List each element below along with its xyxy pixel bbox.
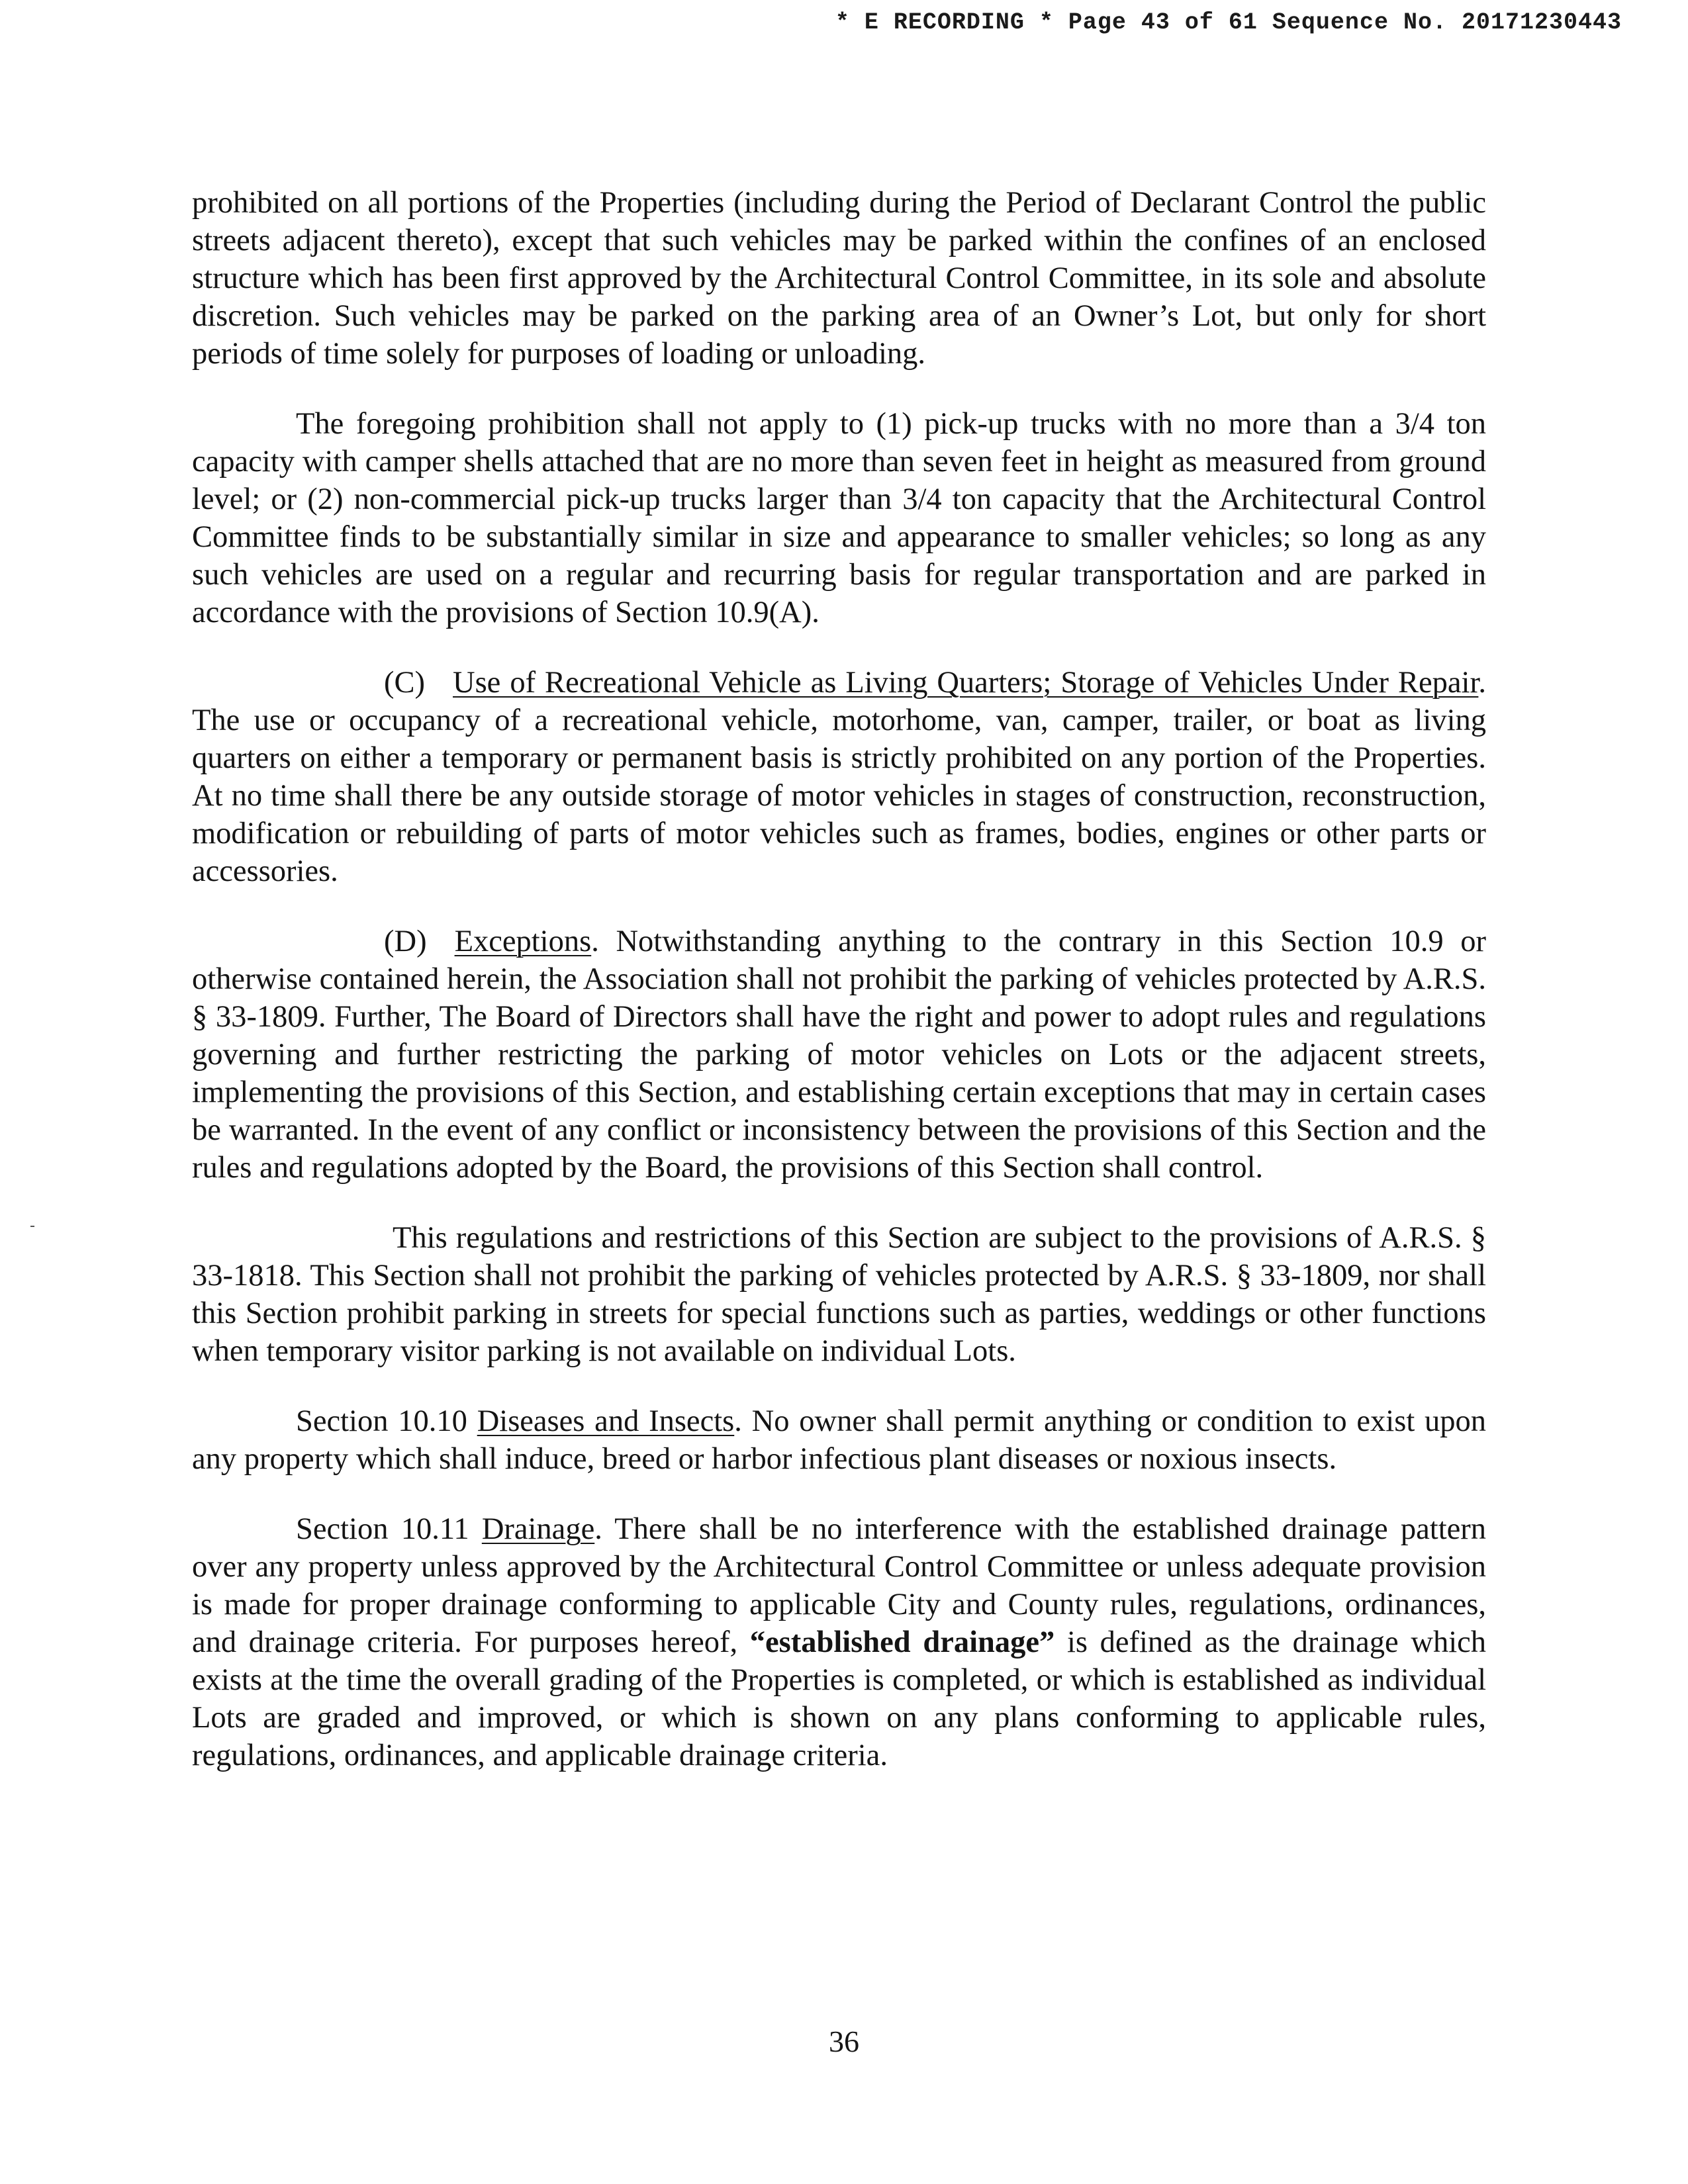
section-10-11 [192, 1510, 1486, 1774]
recording-header: * E RECORDING * Page 43 of 61 Sequence No. 20171230443 [835, 9, 1622, 36]
subsection-c-text: . The use or occupancy of a recreational vehicle, motorhome, van, camper, trailer, or boat as living quarters on either a temporary or permanent basis is strictly prohibited on any portion of the Properties. At no time shall there be any outside storage of motor vehicles in stages of construction, reconstruction, modification or rebuilding of parts of motor vehicles such as frames, bodies, engines or other parts or accessories. [192, 666, 1486, 888]
subsection-d-text: . Notwithstanding anything to the contrary in this Section 10.9 or otherwise contained herein, the Association shall not prohibit the parking of vehicles protected by A.R.S. § 33-1809. Further, The Board of Directors shall have the right and power to adopt rules and regulations governing and further restricting the parking of motor vehicles on Lots or the adjacent streets, implementing the provisions of this Section, and establishing certain exceptions that may in certain cases be warranted. In the event of any conflict or inconsistency between the provisions of this Section and the rules and regulations adopted by the Board, the provisions of this Section shall control. [192, 925, 1486, 1185]
section-10-11-text-a: . There shall be no interference with the established drainage pattern over any property unless approved by the Architectural Control Committee or unless adequate provision is made for proper drainage conforming to applicable City and County rules, regulations, ordinances, and drainage criteria. For purposes hereof, [192, 1512, 1486, 1659]
page-number: 36 [829, 2025, 859, 2058]
paragraph-prohibited-continuation: prohibited on all portions of the Properties (including during the Period of Declarant Control the public streets adjacent thereto), except that such vehicles may be parked within the confines of an enclosed structure which has been first approved by the Architectural Control Committee, in its sole and absolute discretion. Such vehicles may be parked on the parking area of an Owner’s Lot, but only for short periods of time solely for purposes of loading or unloading. [192, 186, 1486, 371]
subsection-c-label: (C) [384, 666, 425, 700]
subsection-d-title: Exceptions [454, 925, 592, 958]
section-10-11-title: Drainage [481, 1512, 595, 1546]
established-drainage-term: “established drainage” [749, 1625, 1055, 1659]
paragraph-foregoing-prohibition: The foregoing prohibition shall not apply to (1) pick-up trucks with no more than a 3/4 ton capacity with camper shells attached that are no more than seven feet in height as measured from ground level; or (2) non-commercial pick-up trucks larger than 3/4 ton capacity that the Architectural Control Committee finds to be substantially similar in size and appearance to smaller vehicles; so long as any such vehicles are used on a regular and recurring basis for regular transportation and are parked in accordance with the provisions of Section 10.9(A). [192, 407, 1486, 629]
section-10-10-text: . No owner shall permit anything or condition to exist upon any property which shall induce, breed or harbor infectious plant diseases or noxious insects. [192, 1404, 1487, 1476]
subsection-d [192, 923, 1486, 1187]
subsection-c [192, 664, 1486, 890]
scan-speck [30, 1226, 34, 1227]
document-body [192, 184, 1486, 1807]
section-10-10-label: Section 10.10 [296, 1404, 467, 1438]
section-10-10-title: Diseases and Insects [477, 1404, 735, 1438]
subsection-d-label: (D) [384, 925, 427, 958]
section-10-10 [192, 1402, 1486, 1478]
paragraph-regulations-restrictions: This regulations and restrictions of this Section are subject to the provisions of A.R.S. § 33-1818. This Section shall not prohibit the parking of vehicles protected by A.R.S. § 33-1809, nor shall this Section prohibit parking in streets for special functions such as parties, weddings or other functions when temporary visitor parking is not available on individual Lots. [192, 1221, 1486, 1368]
section-10-11-label: Section 10.11 [296, 1512, 469, 1546]
section-10-11-text-b: is defined as the drainage which exists at the time the overall grading of the Properties is completed, or which is established as individual Lots are graded and improved, or which is shown on any plans conforming to applicable rules, regulations, ordinances, and applicable drainage criteria. [192, 1625, 1486, 1772]
subsection-c-title: Use of Recreational Vehicle as Living Quarters; Storage of Vehicles Under Repair [453, 666, 1479, 700]
